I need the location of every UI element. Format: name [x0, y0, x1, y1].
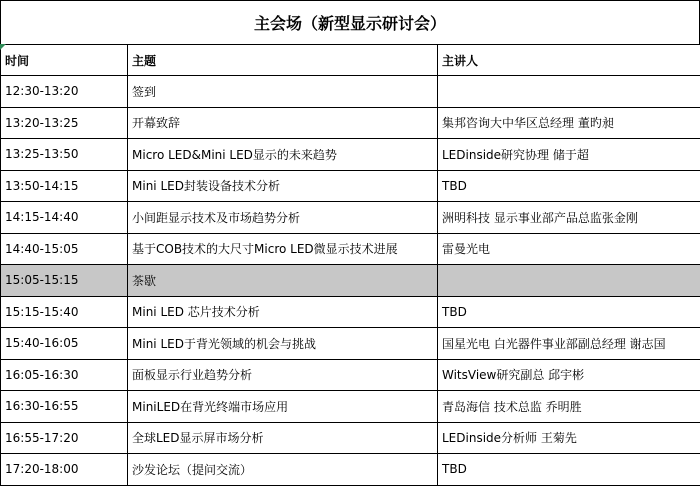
- topic-cell: 开幕致辞: [128, 107, 438, 139]
- time-cell: 15:05-15:15: [1, 265, 128, 297]
- time-cell: 13:25-13:50: [1, 139, 128, 171]
- speaker-cell: TBD: [438, 170, 700, 202]
- table-row: [1, 422, 700, 454]
- speaker-cell: TBD: [438, 296, 700, 328]
- speaker-cell: 国星光电 白光器件事业部副总经理 谢志国: [438, 328, 700, 360]
- time-cell: 15:15-15:40: [1, 296, 128, 328]
- time-cell: 14:40-15:05: [1, 233, 128, 265]
- table-row: [1, 265, 700, 297]
- topic-cell: Mini LED于背光领域的机会与挑战: [128, 328, 438, 360]
- table-row: [1, 233, 700, 265]
- table-row: [1, 170, 700, 202]
- table-row: [1, 202, 700, 234]
- column-header-topic: 主题: [128, 45, 438, 76]
- table-row: [1, 454, 700, 486]
- speaker-cell: [438, 265, 700, 297]
- time-cell: 16:30-16:55: [1, 391, 128, 423]
- speaker-cell: LEDinside分析师 王菊先: [438, 422, 700, 454]
- topic-cell: 小间距显示技术及市场趋势分析: [128, 202, 438, 234]
- table-row: [1, 296, 700, 328]
- table-row: [1, 76, 700, 108]
- topic-cell: 签到: [128, 76, 438, 108]
- speaker-cell: 青岛海信 技术总监 乔明胜: [438, 391, 700, 423]
- speaker-cell: 集邦咨询大中华区总经理 董旳昶: [438, 107, 700, 139]
- speaker-cell: LEDinside研究协理 储于超: [438, 139, 700, 171]
- cell-corner-marker: [0, 44, 6, 50]
- topic-cell: Micro LED&Mini LED显示的未来趋势: [128, 139, 438, 171]
- column-header-time: 时间: [1, 45, 128, 76]
- page-title: 主会场（新型显示研讨会）: [0, 0, 700, 44]
- topic-cell: Mini LED封装设备技术分析: [128, 170, 438, 202]
- speaker-cell: WitsView研究副总 邱宇彬: [438, 359, 700, 391]
- speaker-cell: TBD: [438, 454, 700, 486]
- table-row: [1, 139, 700, 171]
- topic-cell: 茶歇: [128, 265, 438, 297]
- table-row: [1, 107, 700, 139]
- topic-cell: MiniLED在背光终端市场应用: [128, 391, 438, 423]
- column-header-speaker: 主讲人: [438, 45, 700, 76]
- topic-cell: 沙发论坛（提问交流）: [128, 454, 438, 486]
- time-cell: 17:20-18:00: [1, 454, 128, 486]
- topic-cell: 面板显示行业趋势分析: [128, 359, 438, 391]
- agenda-body: [1, 76, 700, 486]
- time-cell: 16:55-17:20: [1, 422, 128, 454]
- table-row: [1, 359, 700, 391]
- table-row: [1, 391, 700, 423]
- time-cell: 14:15-14:40: [1, 202, 128, 234]
- time-cell: 16:05-16:30: [1, 359, 128, 391]
- speaker-cell: 雷曼光电: [438, 233, 700, 265]
- topic-cell: 基于COB技术的大尺寸Micro LED微显示技术进展: [128, 233, 438, 265]
- time-cell: 12:30-13:20: [1, 76, 128, 108]
- time-cell: 15:40-16:05: [1, 328, 128, 360]
- agenda-table: [0, 44, 700, 486]
- speaker-cell: 洲明科技 显示事业部产品总监张金刚: [438, 202, 700, 234]
- table-header-row: [1, 45, 700, 76]
- topic-cell: Mini LED 芯片技术分析: [128, 296, 438, 328]
- topic-cell: 全球LED显示屏市场分析: [128, 422, 438, 454]
- speaker-cell: [438, 76, 700, 108]
- table-row: [1, 328, 700, 360]
- time-cell: 13:50-14:15: [1, 170, 128, 202]
- time-cell: 13:20-13:25: [1, 107, 128, 139]
